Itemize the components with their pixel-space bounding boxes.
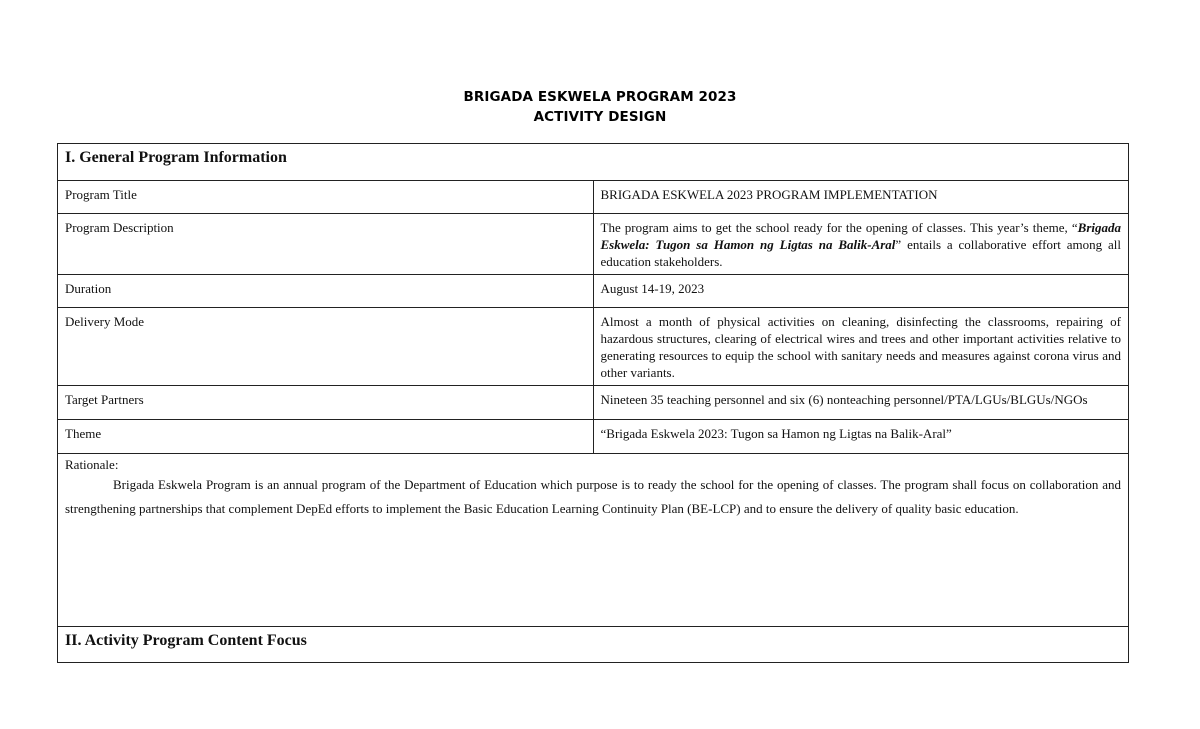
table-row [58,420,1129,454]
document-subtitle: ACTIVITY DESIGN [533,109,667,125]
target-partners-label: Target Partners [58,386,594,420]
program-description-theme: Brigada Eskwela: Tugon sa Hamon ng Ligtas na Balik-Aral [600,220,1121,252]
delivery-mode-value: Almost a month of physical activities on cleaning, disinfecting the classrooms, repairing of hazardous structures, clearing of electrical wires and trees and other important activities relative to generating resources to equip the school with sanitary needs and measures against corona virus and other variants. [593,308,1129,386]
activity-design-table [57,143,1129,663]
table-row [58,214,1129,275]
program-description-text: The program aims to get the school ready for the opening of classes. This year’s theme, “ [600,220,1078,235]
table-row [58,386,1129,420]
duration-label: Duration [58,275,594,308]
theme-value: “Brigada Eskwela 2023: Tugon sa Hamon ng Ligtas na Balik-Aral” [593,420,1129,454]
section-header-row [58,627,1129,663]
section-header-row [58,144,1129,181]
program-description-label: Program Description [58,214,594,275]
delivery-mode-label: Delivery Mode [58,308,594,386]
duration-value: August 14-19, 2023 [593,275,1129,308]
table-row [58,308,1129,386]
rationale-label: Rationale: [65,457,119,472]
section1-heading: I. General Program Information [58,144,1129,181]
section2-heading: II. Activity Program Content Focus [58,627,1129,663]
rationale-row [58,454,1129,627]
program-title-value: BRIGADA ESKWELA 2023 PROGRAM IMPLEMENTATION [593,181,1129,214]
rationale-cell [58,454,1129,627]
table-row [58,275,1129,308]
document-title: BRIGADA ESKWELA PROGRAM 2023 [463,89,737,105]
program-description-text-end: ” entails a collaborative effort among all education stakeholders. [600,237,1122,269]
table-row [58,181,1129,214]
theme-label: Theme [58,420,594,454]
rationale-text: Brigada Eskwela Program is an annual program of the Department of Education which purpose is to ready the school for the opening of classes. The program shall focus on collaboration and strengthening partnerships that complement DepEd efforts to implement the Basic Education Learning Continuity Plan (BE-LCP) and to ensure the delivery of quality basic education. [65,477,1121,516]
program-title-label: Program Title [58,181,594,214]
target-partners-value: Nineteen 35 teaching personnel and six (6) nonteaching personnel/PTA/LGUs/BLGUs/NGOs [593,386,1129,420]
program-description-value [593,214,1129,275]
